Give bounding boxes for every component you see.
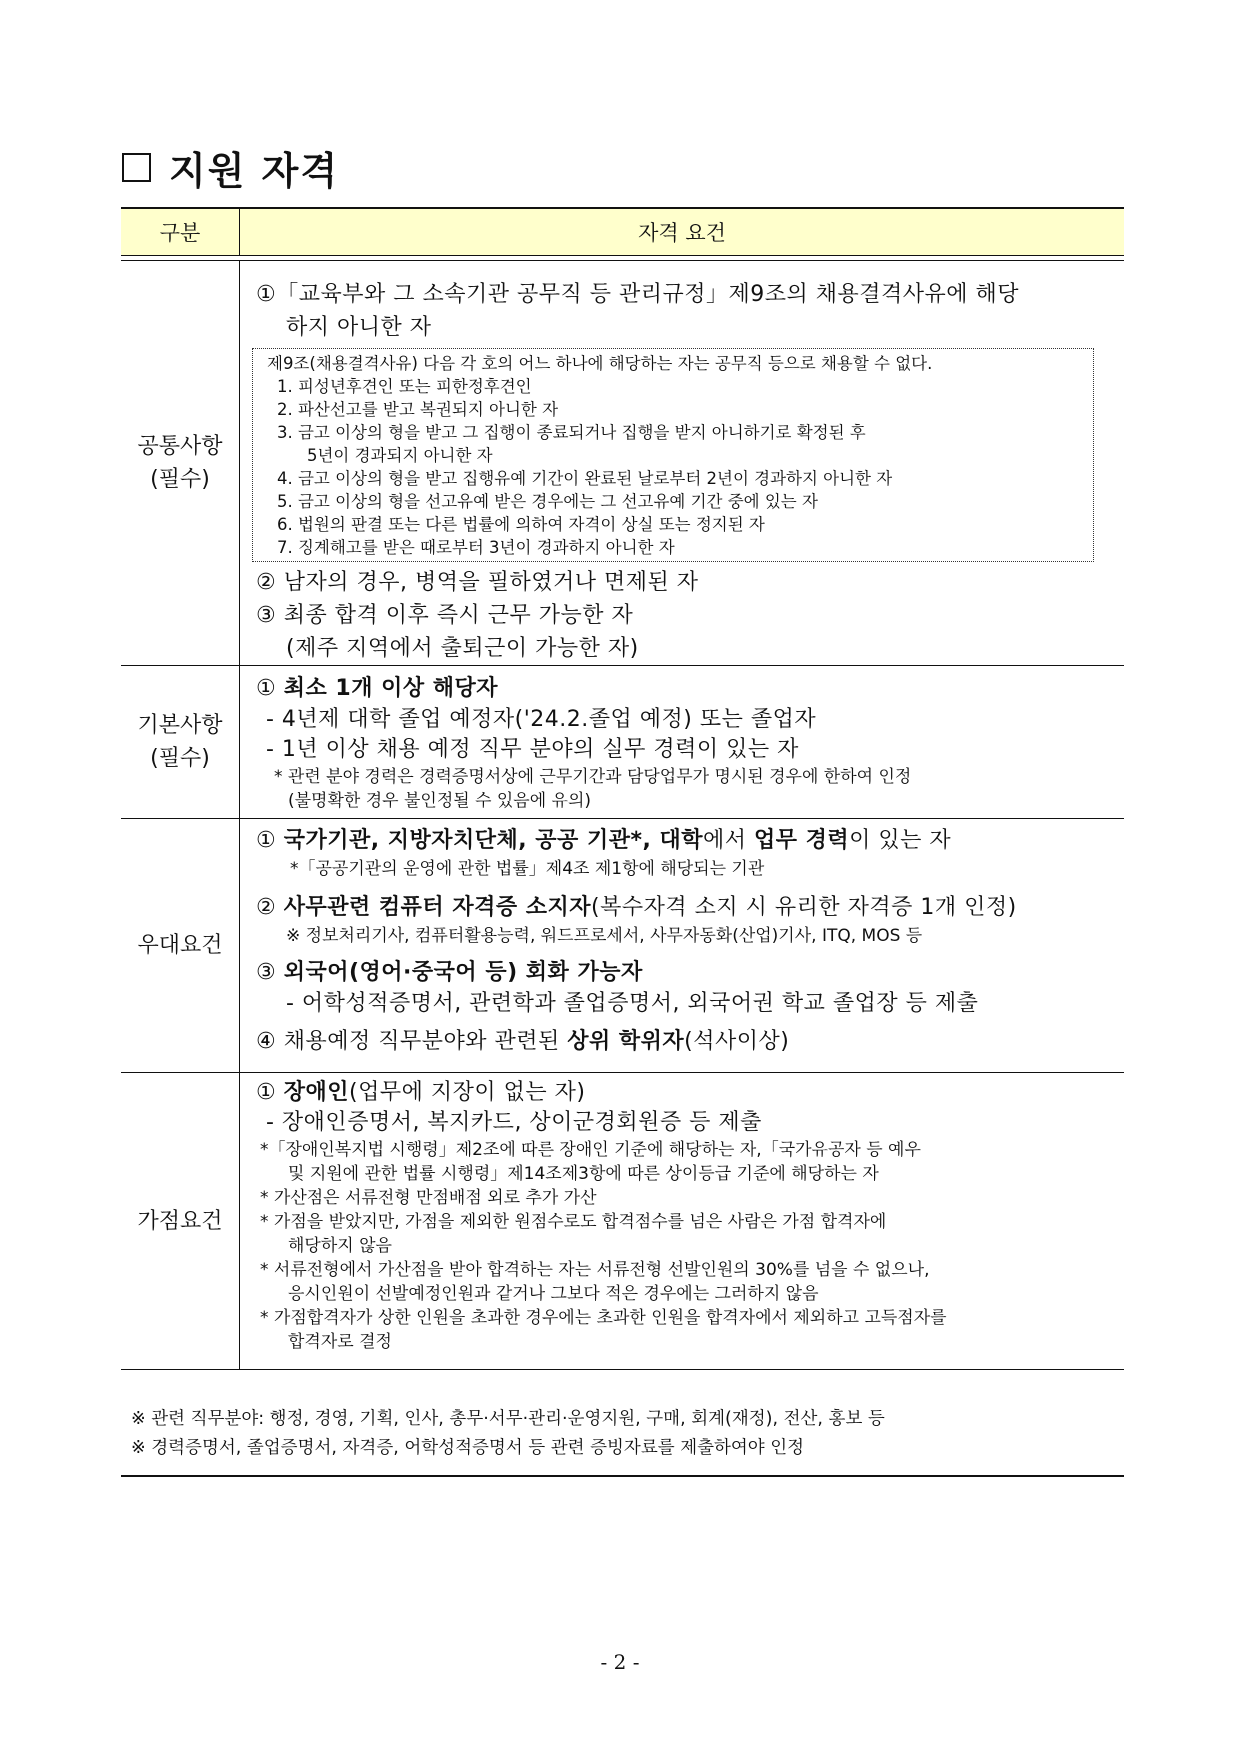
category-preferred: 우대요건 bbox=[121, 819, 240, 1073]
header-category: 구분 bbox=[121, 208, 240, 256]
bonus-note: * 가산점은 서류전형 만점배점 외로 추가 가산 bbox=[260, 1188, 597, 1208]
category-common: 공통사항 (필수) bbox=[121, 261, 240, 666]
bonus-item-1: ① 장애인(업무에 지장이 없는 자) bbox=[256, 1080, 586, 1105]
qualification-table bbox=[121, 207, 1124, 1370]
footnote-job-fields: ※ 관련 직무분야: 행정, 경영, 기획, 인사, 총무·서무·관리·운영지원, 구매, 회계(재정), 전산, 홍보 등 bbox=[131, 1409, 885, 1429]
table-row-preferred bbox=[121, 819, 1124, 1073]
basic-sub-1: - 4년제 대학 졸업 예정자('24.2.졸업 예정) 또는 졸업자 bbox=[266, 707, 817, 732]
table-row-bonus bbox=[121, 1073, 1124, 1370]
rule-item: 2. 파산선고를 받고 복권되지 아니한 자 bbox=[277, 400, 559, 419]
table-header-row bbox=[121, 208, 1124, 256]
bonus-note: 및 지원에 관한 법률 시행령」제14조제3항에 따른 상이등급 기준에 해당하는 자 bbox=[288, 1164, 879, 1184]
rule-heading: 제9조(채용결격사유) 다음 각 호의 어느 하나에 해당하는 자는 공무직 등으로 채용할 수 없다. bbox=[267, 354, 933, 373]
category-basic: 기본사항 (필수) bbox=[121, 666, 240, 819]
basic-note: * 관련 분야 경력은 경력증명서상에 근무기간과 담당업무가 명시된 경우에 한하여 인정 bbox=[274, 767, 912, 787]
section-title-text: 지원 자격 bbox=[169, 149, 340, 193]
page-number: - 2 - bbox=[600, 1650, 640, 1674]
header-requirements: 자격 요건 bbox=[240, 208, 1125, 256]
bonus-note: 해당하지 않음 bbox=[288, 1236, 392, 1256]
rule-item: 1. 피성년후견인 또는 피한정후견인 bbox=[277, 377, 532, 396]
footnote-evidence: ※ 경력증명서, 졸업증명서, 자격증, 어학성적증명서 등 관련 증빙자료를 제출하여야 인정 bbox=[131, 1438, 805, 1458]
rule-item: 5년이 경과되지 아니한 자 bbox=[307, 446, 493, 465]
bonus-note: * 가점을 받았지만, 가점을 제외한 원점수로도 합격점수를 넘은 사람은 가점 합격자에 bbox=[260, 1212, 887, 1232]
preferred-item-4: ④ 채용예정 직무분야와 관련된 상위 학위자(석사이상) bbox=[256, 1029, 790, 1054]
bonus-item-1-sub: - 장애인증명서, 복지카드, 상이군경회원증 등 제출 bbox=[266, 1110, 762, 1135]
common-item-3: ③ 최종 합격 이후 즉시 근무 가능한 자 bbox=[256, 603, 634, 628]
preferred-item-1-note: *「공공기관의 운영에 관한 법률」제4조 제1항에 해당되는 기관 bbox=[290, 859, 765, 879]
rule-item: 6. 법원의 판결 또는 다른 법률에 의하여 자격이 상실 또는 정지된 자 bbox=[277, 515, 765, 534]
rule-item: 4. 금고 이상의 형을 받고 집행유예 기간이 완료된 날로부터 2년이 경과하지 아니한 자 bbox=[277, 469, 893, 488]
common-item-3-cont: (제주 지역에서 출퇴근이 가능한 자) bbox=[286, 636, 639, 661]
checkbox-square-icon bbox=[122, 153, 151, 182]
footnotes bbox=[121, 1395, 1124, 1477]
disqualification-rule-box bbox=[252, 348, 1094, 562]
rule-item: 3. 금고 이상의 형을 받고 그 집행이 종료되거나 집행을 받지 아니하기로 확정된 후 bbox=[277, 423, 866, 442]
preferred-item-2-note: ※ 정보처리기사, 컴퓨터활용능력, 워드프로세서, 사무자동화(산업)기사, ITQ, MOS 등 bbox=[286, 926, 923, 946]
requirements-preferred bbox=[240, 819, 1125, 1073]
requirements-bonus bbox=[240, 1073, 1125, 1370]
preferred-item-2: ② 사무관련 컴퓨터 자격증 소지자(복수자격 소지 시 유리한 자격증 1개 인정) bbox=[256, 895, 1017, 920]
basic-item-1: ① 최소 1개 이상 해당자 bbox=[256, 676, 499, 701]
bonus-note: *「장애인복지법 시행령」제2조에 따른 장애인 기준에 해당하는 자,「국가유공자 등 예우 bbox=[260, 1140, 921, 1160]
rule-item: 5. 금고 이상의 형을 선고유예 받은 경우에는 그 선고유예 기간 중에 있는 자 bbox=[277, 492, 818, 511]
bonus-note: * 서류전형에서 가산점을 받아 합격하는 자는 서류전형 선발인원의 30%를 넘을 수 없으나, bbox=[260, 1260, 930, 1280]
table-row-common bbox=[121, 261, 1124, 666]
bonus-note: 합격자로 결정 bbox=[288, 1332, 392, 1352]
common-item-2: ② 남자의 경우, 병역을 필하였거나 면제된 자 bbox=[256, 570, 699, 595]
preferred-item-1: ① 국가기관, 지방자치단체, 공공 기관*, 대학에서 업무 경력이 있는 자 bbox=[256, 828, 952, 853]
preferred-item-3: ③ 외국어(영어·중국어 등) 회화 가능자 bbox=[256, 960, 643, 985]
rule-item: 7. 징계해고를 받은 때로부터 3년이 경과하지 아니한 자 bbox=[277, 538, 675, 557]
category-bonus: 가점요건 bbox=[121, 1073, 240, 1370]
preferred-item-3-sub: - 어학성적증명서, 관련학과 졸업증명서, 외국어권 학교 졸업장 등 제출 bbox=[286, 991, 979, 1016]
bonus-note: * 가점합격자가 상한 인원을 초과한 경우에는 초과한 인원을 합격자에서 제외하고 고득점자를 bbox=[260, 1308, 947, 1328]
requirements-basic bbox=[240, 666, 1125, 819]
basic-note-cont: (불명확한 경우 불인정될 수 있음에 유의) bbox=[288, 791, 592, 811]
table-row-basic bbox=[121, 666, 1124, 819]
basic-sub-2: - 1년 이상 채용 예정 직무 분야의 실무 경력이 있는 자 bbox=[266, 737, 799, 762]
common-item-1-cont: 하지 아니한 자 bbox=[286, 315, 432, 340]
common-item-1: ①「교육부와 그 소속기관 공무직 등 관리규정」제9조의 채용결격사유에 해당 bbox=[256, 282, 1019, 307]
bonus-note: 응시인원이 선발예정인원과 같거나 그보다 적은 경우에는 그러하지 않음 bbox=[288, 1284, 819, 1304]
section-title bbox=[122, 140, 339, 195]
requirements-common bbox=[240, 261, 1125, 666]
